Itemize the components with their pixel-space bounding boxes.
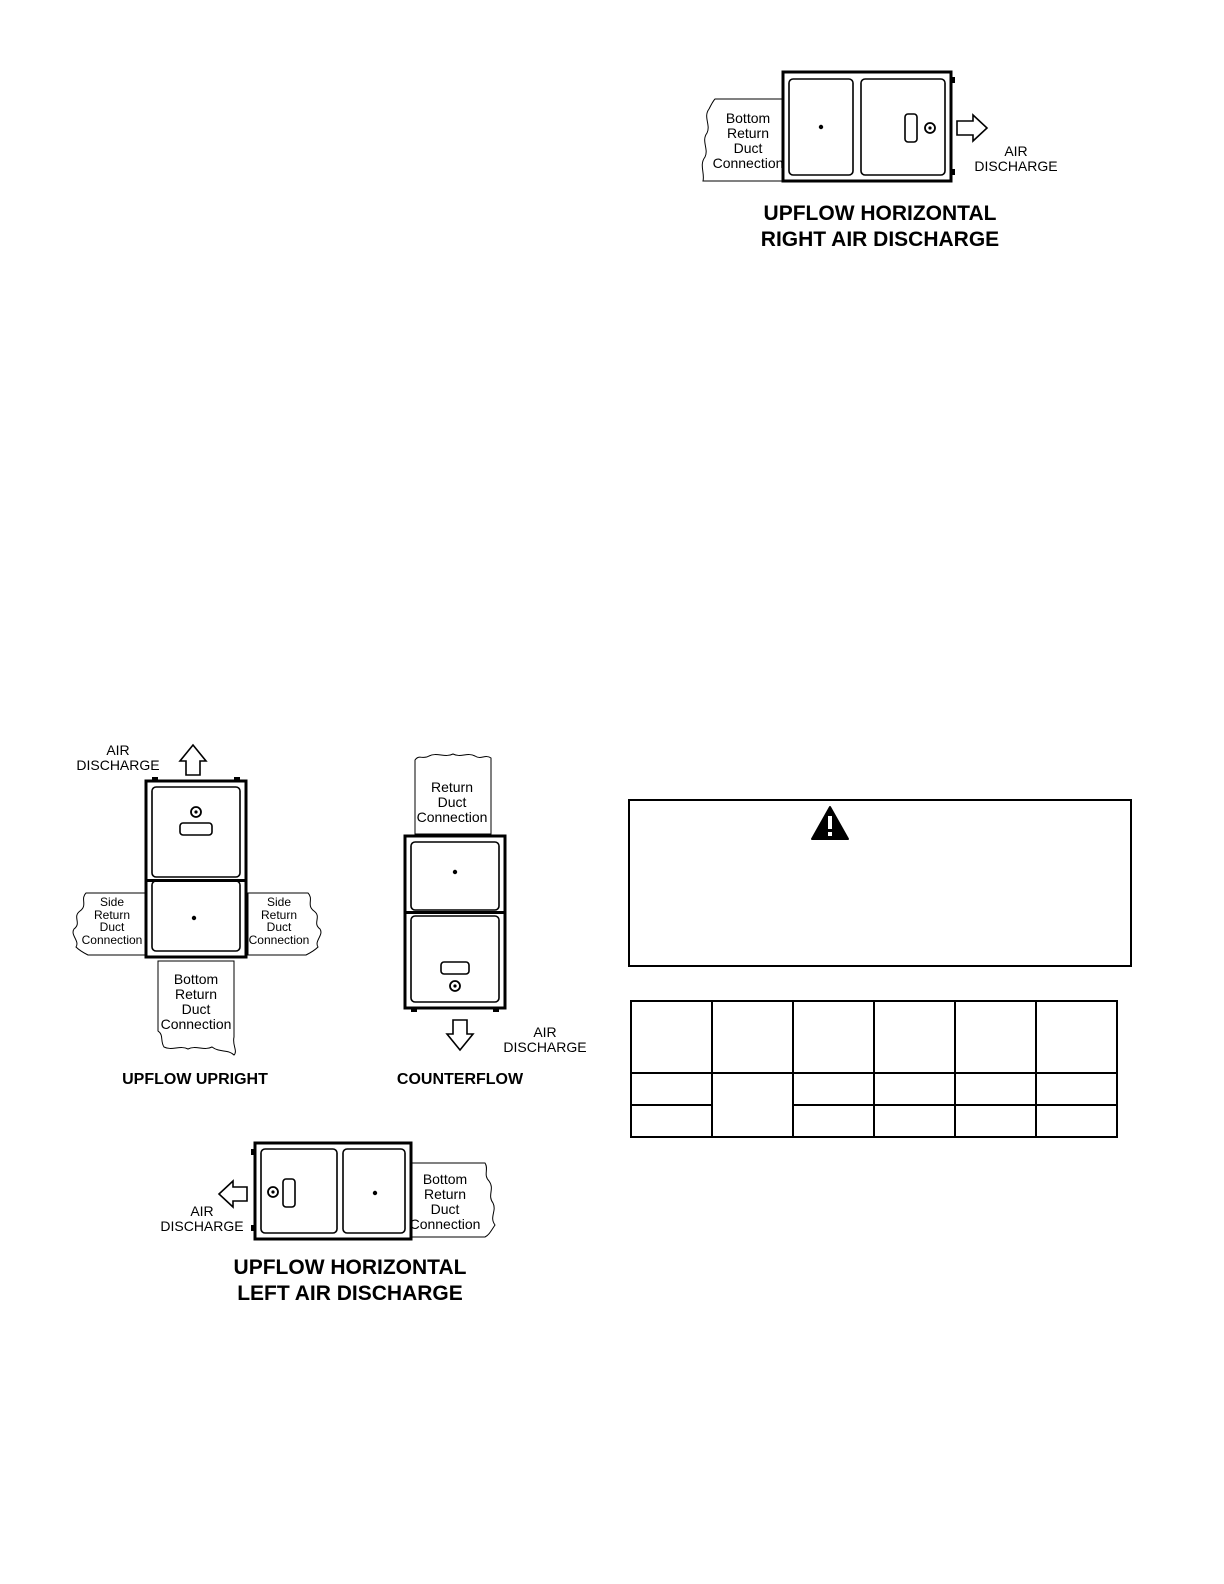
table-cell [874, 1001, 955, 1073]
table-cell [712, 1073, 793, 1137]
table-cell [874, 1073, 955, 1105]
spec-table [630, 1000, 1118, 1138]
air-discharge-arrow-up [180, 745, 206, 775]
bottom-return-label: Bottom Return Duct Connection [160, 971, 232, 1032]
furnace-door-right [343, 1149, 405, 1233]
table-cell [955, 1001, 1036, 1073]
table-cell [793, 1105, 874, 1137]
left-side-return-label: Side Return Duct Connection [81, 895, 143, 947]
warning-box [628, 799, 1132, 967]
figure-upflow-upright [60, 735, 335, 1095]
burner-sightglass [283, 1179, 295, 1207]
table-cell [631, 1073, 712, 1105]
bottom-return-label: Bottom Return Duct Connection [712, 110, 784, 171]
table-cell [874, 1105, 955, 1137]
table-header-row [631, 1001, 1117, 1073]
air-discharge-arrow-down [447, 1020, 473, 1050]
air-discharge-label: AIR DISCHARGE [974, 143, 1058, 174]
table-cell [1036, 1073, 1117, 1105]
burner-sightglass [441, 962, 469, 974]
air-discharge-label: AIR DISCHARGE [160, 1203, 244, 1234]
door-knob-dot [373, 1191, 377, 1195]
return-duct-label: Return Duct Connection [416, 779, 488, 825]
table-cell [955, 1073, 1036, 1105]
figure-title: UPFLOW UPRIGHT [122, 1071, 268, 1088]
lower-door [152, 881, 240, 951]
table-row [631, 1105, 1117, 1137]
table-row [631, 1073, 1117, 1105]
table-cell [955, 1105, 1036, 1137]
burner-sightglass [905, 114, 917, 142]
right-side-return-label: Side Return Duct Connection [248, 895, 310, 947]
table-cell [793, 1073, 874, 1105]
figure-upflow-horizontal-right [695, 65, 1075, 260]
door-knob-dot [819, 125, 823, 129]
air-discharge-label: AIR DISCHARGE [503, 1024, 587, 1055]
figure-upflow-horizontal-left [155, 1135, 510, 1310]
table-cell [793, 1001, 874, 1073]
table-cell [631, 1001, 712, 1073]
warning-triangle-icon [810, 805, 850, 841]
table-cell [1036, 1001, 1117, 1073]
air-discharge-arrow-right [957, 115, 987, 141]
burner-sightglass [180, 823, 212, 835]
table-cell [631, 1105, 712, 1137]
figure-title: COUNTERFLOW [396, 1071, 524, 1088]
bottom-return-label: Bottom Return Duct Connection [409, 1171, 481, 1232]
door-knob-dot [453, 870, 457, 874]
upper-door [411, 842, 499, 910]
figure-title: UPFLOW HORIZONTAL LEFT AIR DISCHARGE [233, 1256, 467, 1305]
table-cell [1036, 1105, 1117, 1137]
figure-title: UPFLOW HORIZONTAL RIGHT AIR DISCHARGE [760, 202, 1000, 251]
air-discharge-label: AIR DISCHARGE [76, 742, 160, 773]
figure-counterflow [395, 750, 605, 1095]
table-cell [712, 1001, 793, 1073]
door-knob-dot [192, 916, 196, 920]
